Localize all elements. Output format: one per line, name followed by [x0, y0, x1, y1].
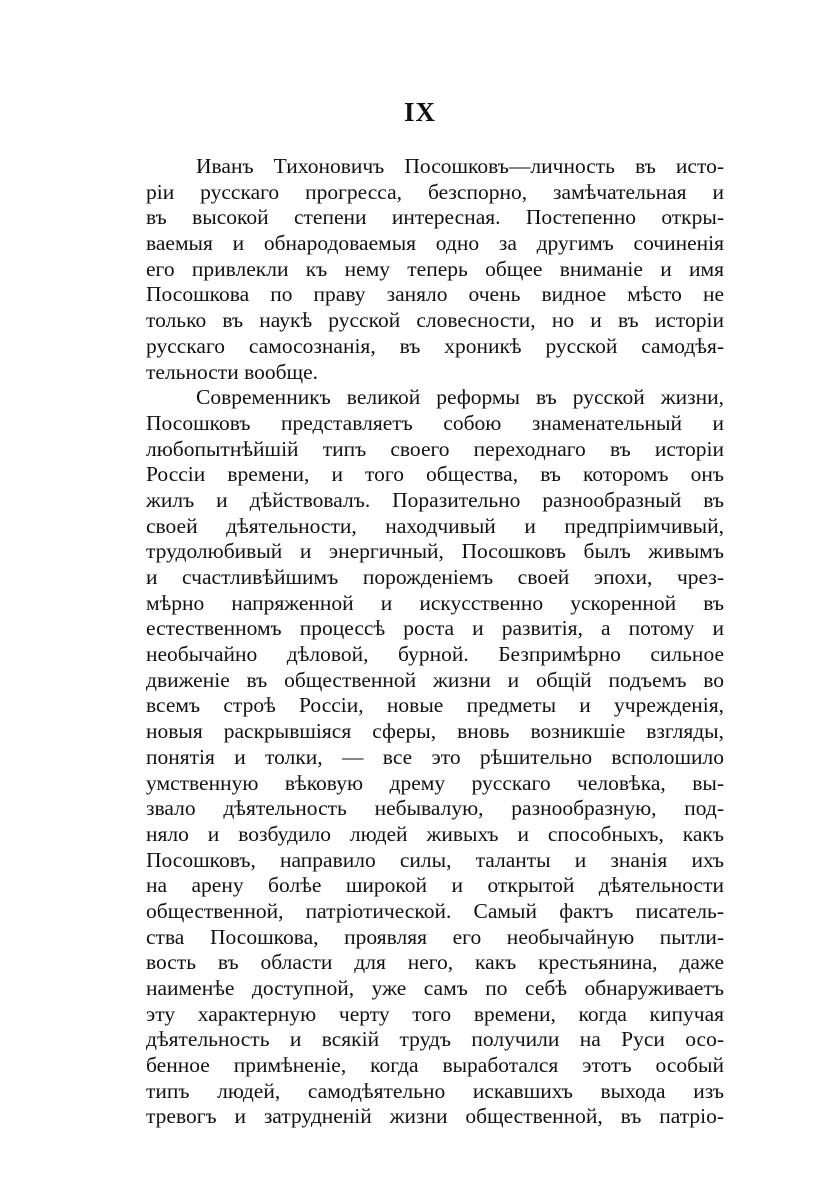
- text-line: няло и возбудило людей живыхъ и способныхъ, какъ: [146, 821, 724, 846]
- text-line: Россiи времени, и того общества, въ которомъ онъ: [146, 462, 724, 487]
- text-line: Посошковъ, направило силы, таланты и знанiя ихъ: [146, 847, 724, 872]
- text-line: звало дѣятельность небывалую, разнообразную, под-: [146, 796, 724, 821]
- text-line: Иванъ Тихоновичъ Посошковъ—личность въ исто-: [196, 154, 724, 178]
- text-line: бенное примѣненiе, когда выработался этотъ особый: [146, 1053, 724, 1078]
- text-line: ваемыя и обнародоваемыя одно за другимъ сочиненiя: [146, 231, 724, 256]
- text-line: новыя раскрывшiяся сферы, вновь возникшiе взгляды,: [146, 719, 724, 744]
- paragraph: [146, 385, 724, 1130]
- text-line: русскаго самосознанiя, въ хроникѣ русской самодѣя-: [146, 333, 724, 358]
- text-line: тельности вообще.: [146, 359, 318, 384]
- text-line: наименѣе доступной, уже самъ по себѣ обнаруживаетъ: [146, 976, 724, 1000]
- text-line: вость въ области для него, какъ крестьянина, даже: [146, 950, 724, 975]
- text-line: тревогъ и затрудненiй жизни общественной, въ патрiо-: [146, 1104, 724, 1129]
- text-line: типъ людей, самодѣятельно искавшихъ выхода изъ: [146, 1078, 724, 1103]
- text-line: ства Посошкова, проявляя его необычайную пытли-: [146, 924, 724, 949]
- text-line: дѣятельность и всякiй трудъ получили на Руси осо-: [146, 1027, 724, 1052]
- text-line: необычайно дѣловой, бурной. Безпримѣрно сильное: [146, 642, 724, 667]
- text-line: своей дѣятельности, находчивый и предпрiимчивый,: [146, 513, 724, 538]
- text-line: только въ наукѣ русской словесности, но и въ исторiи: [146, 308, 724, 333]
- text-line: движенiе въ общественной жизни и общiй подъемъ во: [146, 667, 724, 692]
- text-line: любопытнѣйшiй типъ своего переходнаго въ исторiи: [146, 436, 724, 461]
- text-line: въ высокой степени интересная. Постепенно откры-: [146, 205, 724, 230]
- text-line: общественной, патрiотической. Самый фактъ писатель-: [146, 898, 724, 923]
- text-line: Посошкова по праву заняло очень видное мѣсто не: [146, 282, 724, 307]
- text-block: [146, 154, 724, 1130]
- text-line: Посошковъ представляетъ собою знаменательный и: [146, 410, 724, 435]
- text-line: умственную вѣковую дрему русскаго человѣка, вы-: [146, 770, 724, 795]
- text-line: естественномъ процессѣ роста и развитiя, а потому и: [146, 616, 724, 641]
- text-line: эту характерную черту того времени, когда кипучая: [146, 1001, 724, 1026]
- page-number: IX: [403, 97, 436, 127]
- text-line: на арену болѣе широкой и открытой дѣятельности: [146, 873, 724, 898]
- text-line: рiи русскаго прогресса, безспорно, замѣчательная и: [146, 179, 724, 204]
- text-line: жилъ и дѣйствовалъ. Поразительно разнообразный въ: [146, 487, 724, 512]
- text-line: всемъ строѣ Россiи, новые предметы и учрежденiя,: [146, 693, 724, 718]
- text-line: трудолюбивый и энергичный, Посошковъ былъ живымъ: [146, 539, 724, 564]
- text-line: его привлекли къ нему теперь общее вниманiе и имя: [146, 256, 724, 281]
- text-line: мѣрно напряженной и искусственно ускоренной въ: [146, 590, 724, 615]
- text-line: Современникъ великой реформы въ русской жизни,: [196, 385, 724, 410]
- paragraph: [146, 154, 724, 385]
- text-line: и счастливѣйшимъ порожденiемъ своей эпохи, чрез-: [146, 565, 724, 589]
- text-line: понятiя и толки, — все это рѣшительно всполошило: [146, 744, 724, 769]
